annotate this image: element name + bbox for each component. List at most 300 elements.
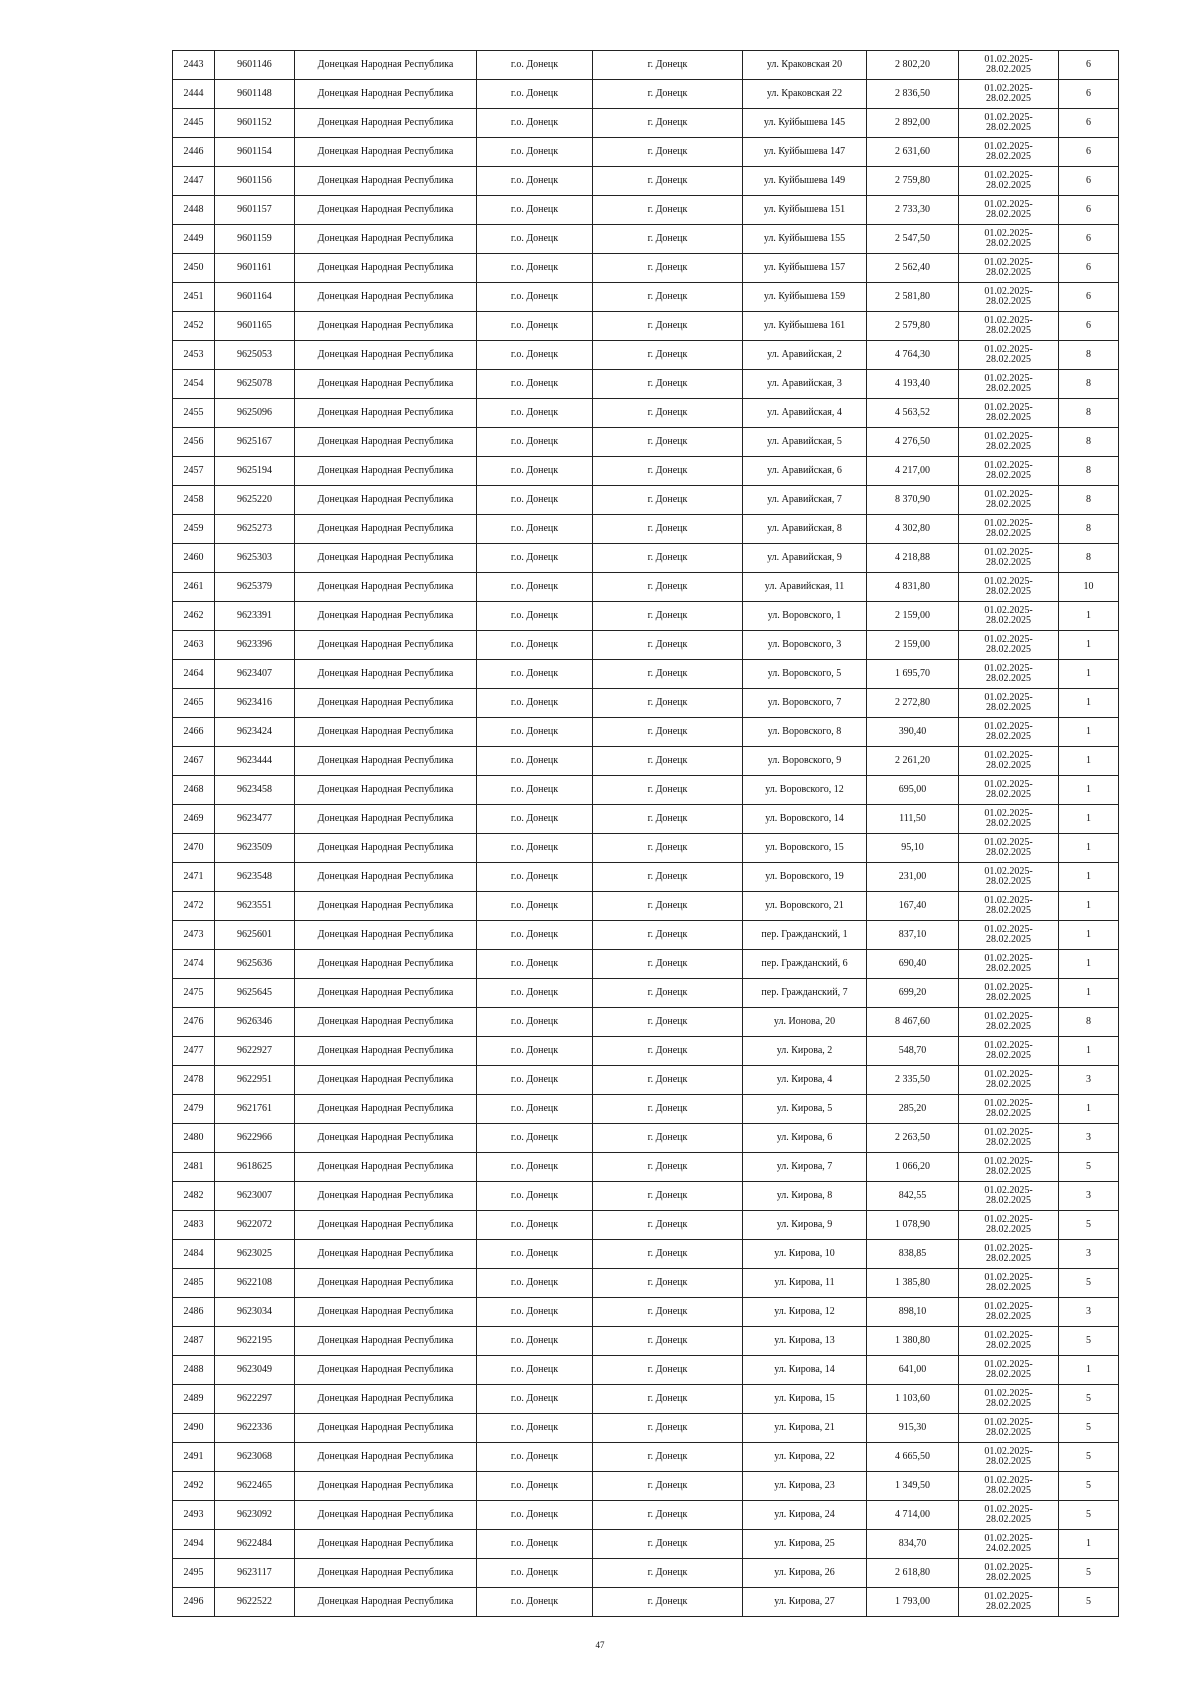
object-code-cell: 9623509 [215, 834, 295, 863]
region-cell: Донецкая Народная Республика [295, 1559, 477, 1588]
object-code-cell: 9622522 [215, 1588, 295, 1617]
table-row [173, 1414, 1119, 1443]
area-cell: 2 159,00 [867, 602, 959, 631]
row-number-cell: 2453 [173, 341, 215, 370]
period-cell [959, 1153, 1059, 1182]
region-cell: Донецкая Народная Республика [295, 631, 477, 660]
city-cell: г. Донецк [593, 1530, 743, 1559]
period-start: 01.02.2025- [984, 228, 1033, 239]
district-cell: г.о. Донецк [477, 1182, 593, 1211]
address-cell: ул. Кирова, 6 [743, 1124, 867, 1153]
address-cell: ул. Воровского, 8 [743, 718, 867, 747]
period-start: 01.02.2025- [984, 808, 1033, 819]
region-cell: Донецкая Народная Республика [295, 950, 477, 979]
region-cell: Донецкая Народная Республика [295, 80, 477, 109]
period-end: 28.02.2025 [986, 1514, 1031, 1525]
address-cell: ул. Кирова, 11 [743, 1269, 867, 1298]
region-cell: Донецкая Народная Республика [295, 254, 477, 283]
area-cell: 1 793,00 [867, 1588, 959, 1617]
period-cell [959, 1095, 1059, 1124]
region-cell: Донецкая Народная Республика [295, 486, 477, 515]
floors-cell: 3 [1059, 1240, 1119, 1269]
floors-cell: 10 [1059, 573, 1119, 602]
area-cell: 1 695,70 [867, 660, 959, 689]
address-cell: ул. Кирова, 25 [743, 1530, 867, 1559]
city-cell: г. Донецк [593, 1095, 743, 1124]
table-row [173, 718, 1119, 747]
row-number-cell: 2492 [173, 1472, 215, 1501]
region-cell: Донецкая Народная Республика [295, 1298, 477, 1327]
area-cell: 4 217,00 [867, 457, 959, 486]
period-end: 28.02.2025 [986, 122, 1031, 133]
period-start: 01.02.2025- [984, 750, 1033, 761]
table-row [173, 863, 1119, 892]
district-cell: г.о. Донецк [477, 80, 593, 109]
city-cell: г. Донецк [593, 950, 743, 979]
period-end: 28.02.2025 [986, 789, 1031, 800]
table-row [173, 1211, 1119, 1240]
district-cell: г.о. Донецк [477, 602, 593, 631]
city-cell: г. Донецк [593, 399, 743, 428]
table-row [173, 167, 1119, 196]
row-number-cell: 2479 [173, 1095, 215, 1124]
object-code-cell: 9623025 [215, 1240, 295, 1269]
period-end: 28.02.2025 [986, 818, 1031, 829]
period-end: 28.02.2025 [986, 934, 1031, 945]
row-number-cell: 2464 [173, 660, 215, 689]
region-cell: Донецкая Народная Республика [295, 1211, 477, 1240]
city-cell: г. Донецк [593, 1443, 743, 1472]
row-number-cell: 2468 [173, 776, 215, 805]
period-end: 28.02.2025 [986, 876, 1031, 887]
city-cell: г. Донецк [593, 1327, 743, 1356]
area-cell: 842,55 [867, 1182, 959, 1211]
region-cell: Донецкая Народная Республика [295, 805, 477, 834]
address-cell: ул. Кирова, 22 [743, 1443, 867, 1472]
table-row [173, 631, 1119, 660]
period-start: 01.02.2025- [984, 1359, 1033, 1370]
table-row [173, 1559, 1119, 1588]
floors-cell: 6 [1059, 225, 1119, 254]
object-code-cell: 9601152 [215, 109, 295, 138]
region-cell: Донецкая Народная Республика [295, 428, 477, 457]
object-code-cell: 9601164 [215, 283, 295, 312]
area-cell: 1 349,50 [867, 1472, 959, 1501]
floors-cell: 1 [1059, 1037, 1119, 1066]
city-cell: г. Донецк [593, 370, 743, 399]
region-cell: Донецкая Народная Республика [295, 1240, 477, 1269]
floors-cell: 8 [1059, 341, 1119, 370]
table-row [173, 109, 1119, 138]
period-start: 01.02.2025- [984, 924, 1033, 935]
period-start: 01.02.2025- [984, 605, 1033, 616]
period-cell [959, 1472, 1059, 1501]
region-cell: Донецкая Народная Республика [295, 109, 477, 138]
address-cell: ул. Краковская 20 [743, 51, 867, 80]
floors-cell: 5 [1059, 1211, 1119, 1240]
address-cell: ул. Воровского, 5 [743, 660, 867, 689]
object-code-cell: 9625379 [215, 573, 295, 602]
address-cell: ул. Воровского, 14 [743, 805, 867, 834]
object-code-cell: 9625636 [215, 950, 295, 979]
period-end: 28.02.2025 [986, 1369, 1031, 1380]
region-cell: Донецкая Народная Республика [295, 1588, 477, 1617]
region-cell: Донецкая Народная Республика [295, 1037, 477, 1066]
period-cell [959, 544, 1059, 573]
object-code-cell: 9623117 [215, 1559, 295, 1588]
region-cell: Донецкая Народная Республика [295, 602, 477, 631]
period-cell [959, 138, 1059, 167]
region-cell: Донецкая Народная Республика [295, 1095, 477, 1124]
address-cell: ул. Кирова, 10 [743, 1240, 867, 1269]
period-cell [959, 1182, 1059, 1211]
period-start: 01.02.2025- [984, 315, 1033, 326]
district-cell: г.о. Донецк [477, 51, 593, 80]
address-cell: ул. Кирова, 9 [743, 1211, 867, 1240]
region-cell: Донецкая Народная Республика [295, 1269, 477, 1298]
row-number-cell: 2484 [173, 1240, 215, 1269]
period-start: 01.02.2025- [984, 1388, 1033, 1399]
table-row [173, 1182, 1119, 1211]
period-cell [959, 1269, 1059, 1298]
district-cell: г.о. Донецк [477, 1327, 593, 1356]
address-cell: ул. Кирова, 14 [743, 1356, 867, 1385]
row-number-cell: 2446 [173, 138, 215, 167]
period-start: 01.02.2025- [984, 199, 1033, 210]
period-end: 28.02.2025 [986, 1050, 1031, 1061]
housing-registry-table [172, 50, 1119, 1617]
row-number-cell: 2473 [173, 921, 215, 950]
period-end: 28.02.2025 [986, 1224, 1031, 1235]
period-end: 28.02.2025 [986, 354, 1031, 365]
period-end: 28.02.2025 [986, 383, 1031, 394]
period-end: 28.02.2025 [986, 296, 1031, 307]
period-cell [959, 1298, 1059, 1327]
city-cell: г. Донецк [593, 921, 743, 950]
period-end: 28.02.2025 [986, 615, 1031, 626]
period-start: 01.02.2025- [984, 1446, 1033, 1457]
floors-cell: 6 [1059, 312, 1119, 341]
object-code-cell: 9622465 [215, 1472, 295, 1501]
floors-cell: 1 [1059, 979, 1119, 1008]
area-cell: 4 563,52 [867, 399, 959, 428]
period-end: 28.02.2025 [986, 586, 1031, 597]
period-start: 01.02.2025- [984, 460, 1033, 471]
region-cell: Донецкая Народная Республика [295, 921, 477, 950]
period-start: 01.02.2025- [984, 1533, 1033, 1544]
period-cell [959, 457, 1059, 486]
area-cell: 2 159,00 [867, 631, 959, 660]
period-start: 01.02.2025- [984, 518, 1033, 529]
area-cell: 285,20 [867, 1095, 959, 1124]
table-row [173, 196, 1119, 225]
object-code-cell: 9622951 [215, 1066, 295, 1095]
period-end: 28.02.2025 [986, 1456, 1031, 1467]
region-cell: Донецкая Народная Республика [295, 283, 477, 312]
row-number-cell: 2493 [173, 1501, 215, 1530]
district-cell: г.о. Донецк [477, 863, 593, 892]
address-cell: ул. Воровского, 9 [743, 747, 867, 776]
period-start: 01.02.2025- [984, 1504, 1033, 1515]
object-code-cell: 9622966 [215, 1124, 295, 1153]
address-cell: ул. Воровского, 19 [743, 863, 867, 892]
district-cell: г.о. Донецк [477, 1269, 593, 1298]
district-cell: г.о. Донецк [477, 747, 593, 776]
period-end: 28.02.2025 [986, 1398, 1031, 1409]
district-cell: г.о. Донецк [477, 1211, 593, 1240]
table-row [173, 1240, 1119, 1269]
district-cell: г.о. Донецк [477, 544, 593, 573]
period-cell [959, 1008, 1059, 1037]
object-code-cell: 9622336 [215, 1414, 295, 1443]
floors-cell: 5 [1059, 1559, 1119, 1588]
period-end: 28.02.2025 [986, 1427, 1031, 1438]
period-start: 01.02.2025- [984, 634, 1033, 645]
object-code-cell: 9623049 [215, 1356, 295, 1385]
period-end: 28.02.2025 [986, 847, 1031, 858]
period-start: 01.02.2025- [984, 1011, 1033, 1022]
district-cell: г.о. Донецк [477, 1559, 593, 1588]
period-end: 28.02.2025 [986, 1485, 1031, 1496]
period-end: 28.02.2025 [986, 470, 1031, 481]
region-cell: Донецкая Народная Республика [295, 747, 477, 776]
floors-cell: 8 [1059, 370, 1119, 399]
object-code-cell: 9601156 [215, 167, 295, 196]
district-cell: г.о. Донецк [477, 1066, 593, 1095]
period-end: 28.02.2025 [986, 499, 1031, 510]
row-number-cell: 2466 [173, 718, 215, 747]
row-number-cell: 2496 [173, 1588, 215, 1617]
object-code-cell: 9623034 [215, 1298, 295, 1327]
area-cell: 837,10 [867, 921, 959, 950]
row-number-cell: 2456 [173, 428, 215, 457]
object-code-cell: 9623092 [215, 1501, 295, 1530]
table-row [173, 341, 1119, 370]
floors-cell: 5 [1059, 1588, 1119, 1617]
row-number-cell: 2449 [173, 225, 215, 254]
area-cell: 2 759,80 [867, 167, 959, 196]
city-cell: г. Донецк [593, 660, 743, 689]
address-cell: ул. Воровского, 12 [743, 776, 867, 805]
area-cell: 4 276,50 [867, 428, 959, 457]
district-cell: г.о. Донецк [477, 196, 593, 225]
period-end: 28.02.2025 [986, 702, 1031, 713]
floors-cell: 1 [1059, 1530, 1119, 1559]
period-start: 01.02.2025- [984, 54, 1033, 65]
period-start: 01.02.2025- [984, 837, 1033, 848]
area-cell: 1 078,90 [867, 1211, 959, 1240]
district-cell: г.о. Донецк [477, 1124, 593, 1153]
floors-cell: 6 [1059, 80, 1119, 109]
address-cell: ул. Аравийская, 5 [743, 428, 867, 457]
city-cell: г. Донецк [593, 689, 743, 718]
floors-cell: 6 [1059, 51, 1119, 80]
object-code-cell: 9623548 [215, 863, 295, 892]
period-end: 28.02.2025 [986, 1137, 1031, 1148]
floors-cell: 8 [1059, 1008, 1119, 1037]
period-end: 28.02.2025 [986, 1021, 1031, 1032]
region-cell: Донецкая Народная Республика [295, 979, 477, 1008]
table-row [173, 892, 1119, 921]
district-cell: г.о. Донецк [477, 1298, 593, 1327]
period-cell [959, 109, 1059, 138]
city-cell: г. Донецк [593, 80, 743, 109]
area-cell: 2 335,50 [867, 1066, 959, 1095]
object-code-cell: 9625096 [215, 399, 295, 428]
period-cell [959, 51, 1059, 80]
table-row [173, 486, 1119, 515]
object-code-cell: 9625645 [215, 979, 295, 1008]
floors-cell: 1 [1059, 776, 1119, 805]
row-number-cell: 2480 [173, 1124, 215, 1153]
area-cell: 111,50 [867, 805, 959, 834]
table-row [173, 225, 1119, 254]
floors-cell: 3 [1059, 1124, 1119, 1153]
area-cell: 2 272,80 [867, 689, 959, 718]
region-cell: Донецкая Народная Республика [295, 370, 477, 399]
address-cell: пер. Гражданский, 6 [743, 950, 867, 979]
address-cell: ул. Аравийская, 9 [743, 544, 867, 573]
city-cell: г. Донецк [593, 428, 743, 457]
floors-cell: 1 [1059, 1095, 1119, 1124]
area-cell: 690,40 [867, 950, 959, 979]
period-end: 28.02.2025 [986, 180, 1031, 191]
table-row [173, 1066, 1119, 1095]
period-start: 01.02.2025- [984, 257, 1033, 268]
period-start: 01.02.2025- [984, 1040, 1033, 1051]
row-number-cell: 2472 [173, 892, 215, 921]
period-end: 28.02.2025 [986, 528, 1031, 539]
period-cell [959, 660, 1059, 689]
object-code-cell: 9601165 [215, 312, 295, 341]
district-cell: г.о. Донецк [477, 109, 593, 138]
area-cell: 2 581,80 [867, 283, 959, 312]
object-code-cell: 9623444 [215, 747, 295, 776]
row-number-cell: 2495 [173, 1559, 215, 1588]
period-end: 28.02.2025 [986, 1282, 1031, 1293]
district-cell: г.о. Донецк [477, 1037, 593, 1066]
address-cell: ул. Кирова, 7 [743, 1153, 867, 1182]
row-number-cell: 2445 [173, 109, 215, 138]
period-end: 28.02.2025 [986, 1340, 1031, 1351]
period-cell [959, 950, 1059, 979]
address-cell: ул. Аравийская, 6 [743, 457, 867, 486]
period-start: 01.02.2025- [984, 1475, 1033, 1486]
table-row [173, 428, 1119, 457]
address-cell: ул. Кирова, 8 [743, 1182, 867, 1211]
floors-cell: 8 [1059, 399, 1119, 428]
region-cell: Донецкая Народная Республика [295, 1385, 477, 1414]
region-cell: Донецкая Народная Республика [295, 399, 477, 428]
period-start: 01.02.2025- [984, 1330, 1033, 1341]
floors-cell: 1 [1059, 631, 1119, 660]
address-cell: ул. Кирова, 23 [743, 1472, 867, 1501]
period-end: 28.02.2025 [986, 1166, 1031, 1177]
row-number-cell: 2476 [173, 1008, 215, 1037]
period-cell [959, 1066, 1059, 1095]
table-row [173, 573, 1119, 602]
period-cell [959, 1501, 1059, 1530]
district-cell: г.о. Донецк [477, 312, 593, 341]
period-cell [959, 892, 1059, 921]
row-number-cell: 2477 [173, 1037, 215, 1066]
region-cell: Донецкая Народная Республика [295, 196, 477, 225]
city-cell: г. Донецк [593, 1240, 743, 1269]
floors-cell: 1 [1059, 863, 1119, 892]
area-cell: 2 263,50 [867, 1124, 959, 1153]
row-number-cell: 2485 [173, 1269, 215, 1298]
area-cell: 1 103,60 [867, 1385, 959, 1414]
object-code-cell: 9622297 [215, 1385, 295, 1414]
district-cell: г.о. Донецк [477, 254, 593, 283]
area-cell: 2 579,80 [867, 312, 959, 341]
table-row [173, 1443, 1119, 1472]
row-number-cell: 2443 [173, 51, 215, 80]
period-end: 28.02.2025 [986, 1079, 1031, 1090]
row-number-cell: 2448 [173, 196, 215, 225]
floors-cell: 1 [1059, 834, 1119, 863]
period-cell [959, 254, 1059, 283]
district-cell: г.о. Донецк [477, 631, 593, 660]
object-code-cell: 9601146 [215, 51, 295, 80]
area-cell: 2 261,20 [867, 747, 959, 776]
floors-cell: 8 [1059, 515, 1119, 544]
period-end: 28.02.2025 [986, 64, 1031, 75]
row-number-cell: 2488 [173, 1356, 215, 1385]
period-start: 01.02.2025- [984, 112, 1033, 123]
period-start: 01.02.2025- [984, 489, 1033, 500]
area-cell: 4 831,80 [867, 573, 959, 602]
period-start: 01.02.2025- [984, 1185, 1033, 1196]
city-cell: г. Донецк [593, 1472, 743, 1501]
period-start: 01.02.2025- [984, 1069, 1033, 1080]
district-cell: г.о. Донецк [477, 1240, 593, 1269]
region-cell: Донецкая Народная Республика [295, 312, 477, 341]
city-cell: г. Донецк [593, 892, 743, 921]
period-cell [959, 1211, 1059, 1240]
area-cell: 2 631,60 [867, 138, 959, 167]
period-end: 28.02.2025 [986, 1311, 1031, 1322]
period-cell [959, 718, 1059, 747]
period-end: 28.02.2025 [986, 1108, 1031, 1119]
city-cell: г. Донецк [593, 544, 743, 573]
floors-cell: 1 [1059, 892, 1119, 921]
region-cell: Донецкая Народная Республика [295, 457, 477, 486]
floors-cell: 6 [1059, 138, 1119, 167]
city-cell: г. Донецк [593, 515, 743, 544]
page-number: 47 [595, 1640, 605, 1650]
period-cell [959, 689, 1059, 718]
city-cell: г. Донецк [593, 573, 743, 602]
district-cell: г.о. Донецк [477, 428, 593, 457]
period-end: 28.02.2025 [986, 267, 1031, 278]
period-start: 01.02.2025- [984, 1417, 1033, 1428]
object-code-cell: 9622484 [215, 1530, 295, 1559]
city-cell: г. Донецк [593, 1385, 743, 1414]
table-row [173, 921, 1119, 950]
city-cell: г. Донецк [593, 1588, 743, 1617]
region-cell: Донецкая Народная Республика [295, 51, 477, 80]
table-row [173, 457, 1119, 486]
city-cell: г. Донецк [593, 225, 743, 254]
row-number-cell: 2444 [173, 80, 215, 109]
row-number-cell: 2450 [173, 254, 215, 283]
floors-cell: 5 [1059, 1269, 1119, 1298]
address-cell: ул. Аравийская, 7 [743, 486, 867, 515]
row-number-cell: 2451 [173, 283, 215, 312]
address-cell: ул. Краковская 22 [743, 80, 867, 109]
row-number-cell: 2461 [173, 573, 215, 602]
